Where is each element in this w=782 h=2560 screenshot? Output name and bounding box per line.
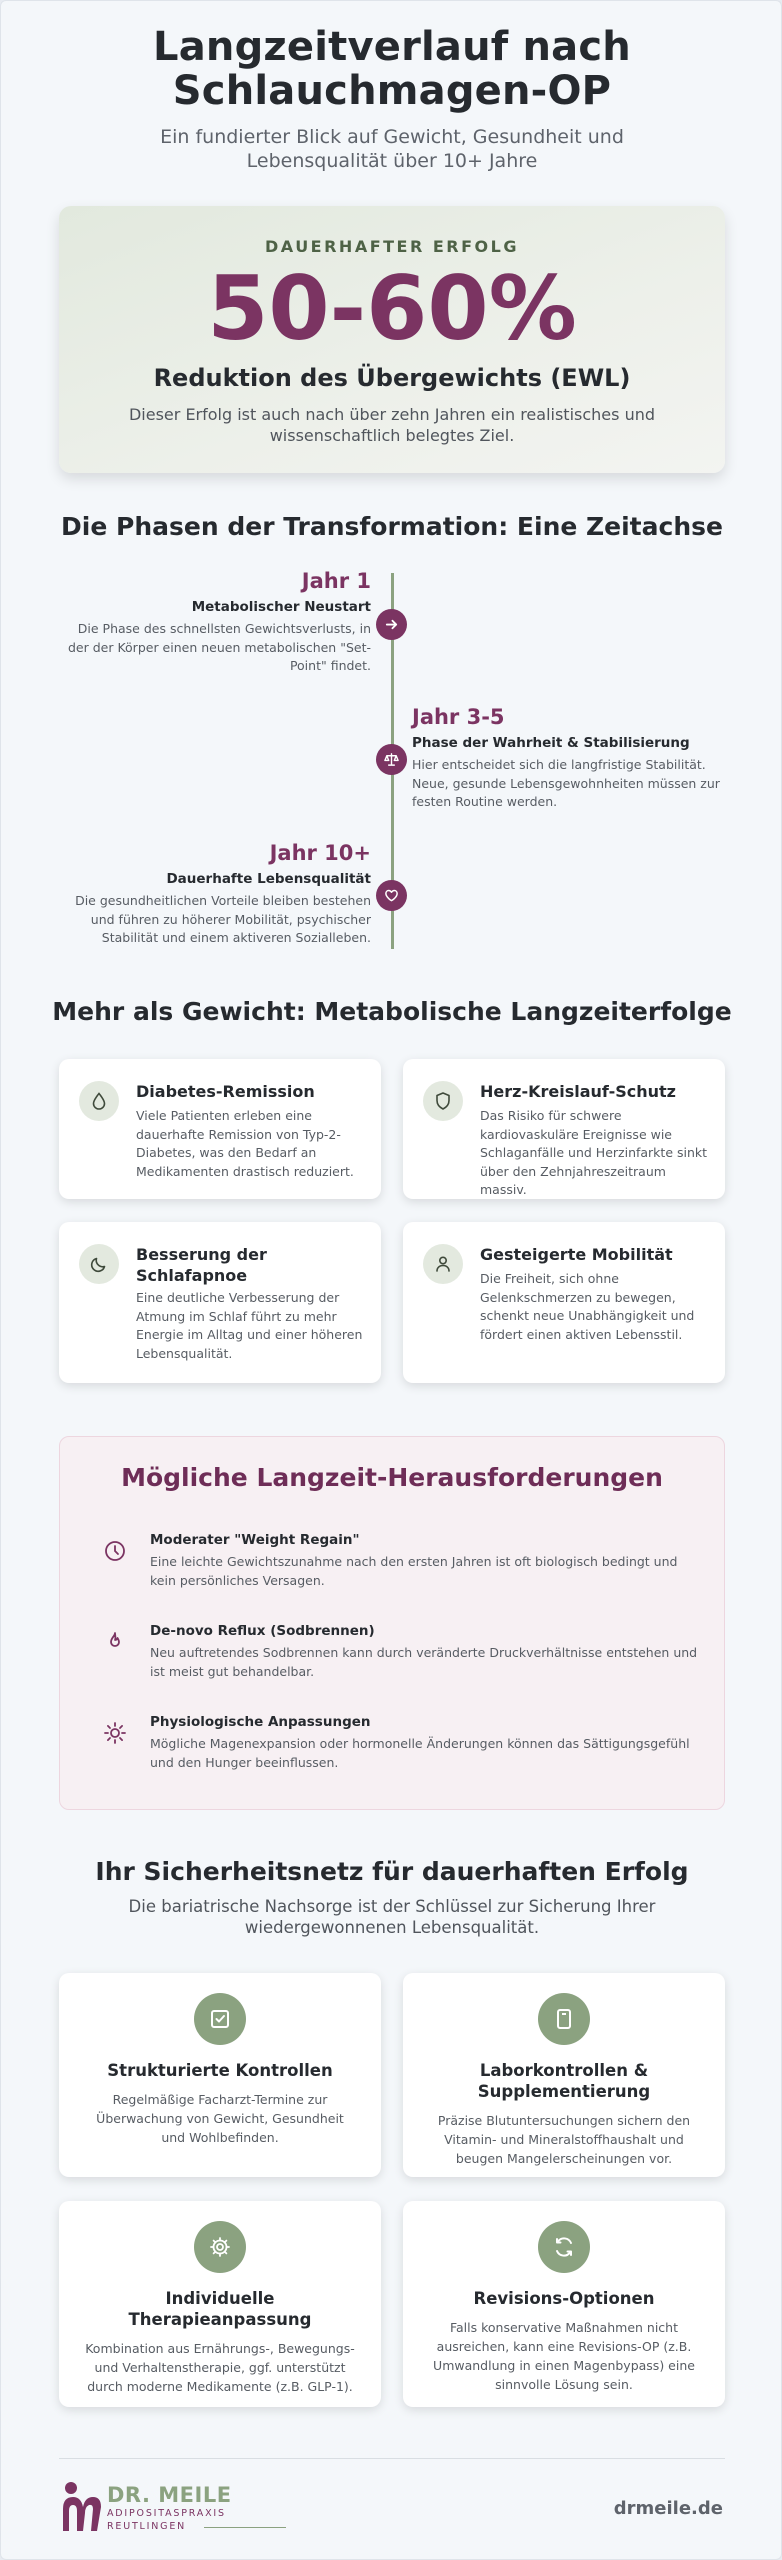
logo-location: REUTLINGEN: [107, 2521, 187, 2532]
logo-rule: [204, 2527, 286, 2528]
challenge-title: Moderater "Weight Regain": [150, 1532, 360, 1548]
footer-divider: [59, 2458, 725, 2459]
logo-subtitle: ADIPOSITASPRAXIS: [107, 2508, 226, 2519]
timeline-desc: Die Phase des schnellsten Gewichtsverlusts, in der der Körper einen neuen metabolischen "Set-Point" findet.: [67, 621, 371, 673]
challenges-title: Mögliche Langzeit-Herausforderungen: [121, 1463, 663, 1492]
timeline-item-year-3-5: [412, 705, 722, 812]
success-card: [59, 206, 725, 473]
checkbox-icon: [194, 1993, 246, 2045]
timeline-year: Jahr 1: [301, 569, 371, 593]
logo-name: DR. MEILE: [107, 2483, 232, 2507]
safety-card-controls: [59, 1973, 381, 2177]
challenge-text: Neu auftretendes Sodbrennen kann durch veränderte Druckverhältnisse entstehen und ist meist gut behandelbar.: [150, 1645, 698, 1679]
benefit-card-diabetes: [59, 1059, 381, 1199]
header: [1, 25, 782, 173]
safety-card-title: Laborkontrollen & Supplementierung: [477, 2061, 651, 2101]
clock-icon: [100, 1536, 130, 1566]
timeline-title: Die Phasen der Transformation: Eine Zeitachse: [61, 512, 723, 541]
gear-icon: [194, 2221, 246, 2273]
safety-card-text: Präzise Blutuntersuchungen sichern den Vitamin- und Mineralstoffhaushalt und beugen Mangelerscheinungen vor.: [437, 2113, 691, 2166]
safety-subtitle: Die bariatrische Nachsorge ist der Schlüssel zur Sicherung Ihrer wiedergewonnenen Lebensqualität.: [128, 1897, 656, 1937]
logo-mark-icon: [59, 2479, 105, 2533]
timeline-desc: Die gesundheitlichen Vorteile bleiben bestehen und führen zu höherer Mobilität, psychischer Stabilität und einem aktiveren Sozialleben.: [75, 893, 371, 945]
timeline-phase: Dauerhafte Lebensqualität: [166, 871, 371, 887]
success-value: 50-60%: [207, 257, 577, 360]
timeline-year: Jahr 3-5: [412, 705, 505, 729]
flame-icon: [100, 1627, 130, 1657]
timeline-year: Jahr 10+: [269, 841, 371, 865]
timeline-item-year-1: [61, 569, 371, 676]
page-title-line2: Schlauchmagen-OP: [172, 68, 612, 114]
heart-icon: [376, 880, 407, 911]
safety-card-revision: [403, 2201, 725, 2407]
challenge-title: Physiologische Anpassungen: [150, 1714, 371, 1730]
safety-card-title: Strukturierte Kontrollen: [107, 2061, 333, 2080]
timeline-item-year-10: [61, 841, 371, 948]
page-subtitle: Ein fundierter Blick auf Gewicht, Gesundheit und Lebensqualität über 10+ Jahre: [160, 126, 624, 172]
challenge-item-weight-regain: [100, 1532, 700, 1590]
safety-card-lab: [403, 1973, 725, 2177]
benefit-card-mobility: [403, 1222, 725, 1383]
safety-card-text: Kombination aus Ernährungs-, Bewegungs- und Verhaltenstherapie, ggf. unterstützt durch moderne Medikamente (z.B. GLP-1).: [85, 2341, 355, 2394]
benefit-card-sleep-apnea: [59, 1222, 381, 1383]
benefit-card-heart: [403, 1059, 725, 1199]
benefit-title: Diabetes-Remission: [136, 1082, 315, 1101]
challenge-item-adaptations: [100, 1714, 700, 1772]
benefit-text: Viele Patienten erleben eine dauerhafte Remission von Typ-2-Diabetes, was den Bedarf an Medikamenten drastisch reduziert.: [136, 1108, 354, 1179]
logo: [59, 2479, 259, 2537]
challenge-title: De-novo Reflux (Sodbrennen): [150, 1623, 375, 1639]
challenge-text: Eine leichte Gewichtszunahme nach den ersten Jahren ist oft biologisch bedingt und kein persönliches Versagen.: [150, 1554, 678, 1588]
website-link[interactable]: drmeile.de: [613, 2498, 723, 2519]
moon-icon: [79, 1244, 119, 1284]
benefits-title: Mehr als Gewicht: Metabolische Langzeiterfolge: [52, 997, 732, 1026]
benefit-text: Eine deutliche Verbesserung der Atmung im Schlaf führt zu mehr Energie im Alltag und einer höheren Lebensqualität.: [136, 1290, 363, 1361]
safety-card-therapy: [59, 2201, 381, 2407]
benefit-title: Gesteigerte Mobilität: [480, 1245, 673, 1264]
drop-icon: [79, 1081, 119, 1121]
timeline-phase: Phase der Wahrheit & Stabilisierung: [412, 735, 690, 751]
refresh-icon: [538, 2221, 590, 2273]
benefit-title: Herz-Kreislauf-Schutz: [480, 1082, 676, 1101]
benefit-text: Die Freiheit, sich ohne Gelenkschmerzen zu bewegen, schenkt neue Unabhängigkeit und fördert einen aktiven Lebensstil.: [480, 1271, 695, 1342]
shield-icon: [423, 1081, 463, 1121]
timeline-phase: Metabolischer Neustart: [191, 599, 371, 615]
challenge-item-reflux: [100, 1623, 700, 1681]
sun-icon: [100, 1718, 130, 1748]
benefit-text: Das Risiko für schwere kardiovaskuläre Ereignisse wie Schlaganfälle und Herzinfarkte sinkt über den Zehnjahreszeitraum massiv.: [480, 1108, 708, 1197]
success-claim: Reduktion des Übergewichts (EWL): [153, 364, 631, 392]
person-icon: [423, 1244, 463, 1284]
safety-card-text: Falls konservative Maßnahmen nicht ausreichen, kann eine Revisions-OP (z.B. Umwandlung in einen Magenbypass) eine sinnvolle Lösung sein.: [433, 2320, 695, 2392]
page-title-line1: Langzeitverlauf nach: [153, 24, 631, 70]
document-icon: [538, 1993, 590, 2045]
success-kicker: DAUERHAFTER ERFOLG: [265, 237, 519, 256]
safety-card-title: Revisions-Optionen: [473, 2289, 655, 2308]
arrow-right-icon: [376, 609, 407, 640]
safety-card-text: Regelmäßige Facharzt-Termine zur Überwachung von Gewicht, Gesundheit und Wohlbefinden.: [96, 2092, 344, 2145]
safety-card-title: Individuelle Therapieanpassung: [128, 2289, 312, 2329]
timeline-desc: Hier entscheidet sich die langfristige Stabilität. Neue, gesunde Lebensgewohnheiten müssen zur festen Routine werden.: [412, 757, 720, 809]
success-note: Dieser Erfolg ist auch nach über zehn Jahren ein realistisches und wissenschaftlich belegtes Ziel.: [128, 405, 655, 445]
challenges-box: [59, 1436, 725, 1810]
balance-scale-icon: [376, 744, 407, 775]
challenge-text: Mögliche Magenexpansion oder hormonelle Änderungen können das Sättigungsgefühl und den Hunger beeinflussen.: [150, 1736, 690, 1770]
safety-title: Ihr Sicherheitsnetz für dauerhaften Erfolg: [95, 1857, 689, 1886]
benefit-title: Besserung der Schlafapnoe: [136, 1245, 267, 1285]
page-title: [1, 25, 782, 113]
